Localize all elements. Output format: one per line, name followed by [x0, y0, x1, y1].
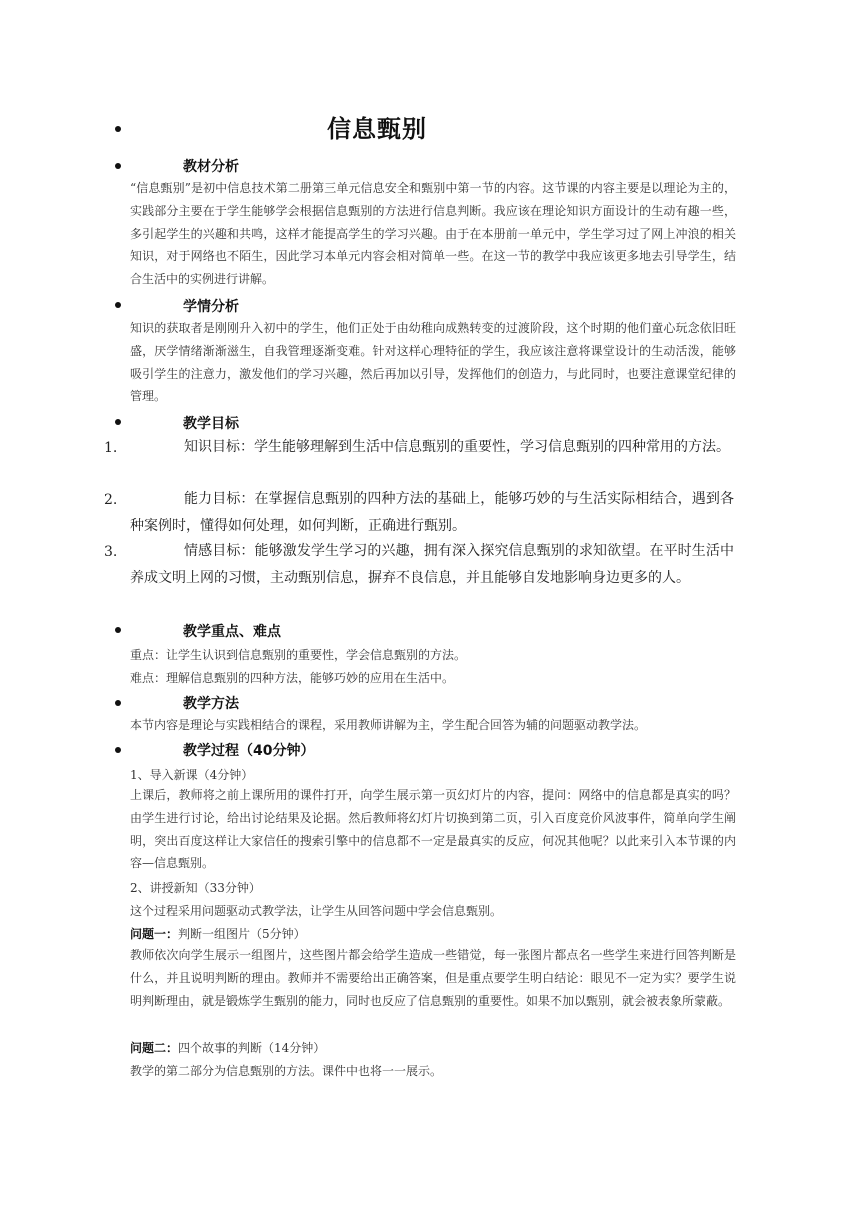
heading-process: 教学过程（40分钟） [183, 743, 315, 759]
goal-number: 2. [104, 492, 118, 508]
students-paragraph: 知识的获取者是刚刚升入初中的学生，他们正处于由幼稚向成熟转变的过渡阶段，这个时期的他们童心玩念依旧旺盛，厌学情绪渐渐滋生，自我管理逐渐变难。针对这样心理特征的学生，我应该注意将课堂设计的生动活泼，能够吸引学生的注意力，激发他们的学习兴趣，然后再加以引导，发挥他们的创造力，与此同时，也要注意课堂纪律的管理。 [130, 321, 736, 404]
goal-item: 能力目标：在掌握信息甄别的四种方法的基础上，能够巧妙的与生活实际相结合，遇到各种案例时，懂得如何处理，如何判断，正确进行甄别。 [130, 491, 734, 534]
bullet-icon [114, 124, 124, 134]
keypoint-line: 重点：让学生认识到信息甄别的重要性，学会信息甄别的方法。 [130, 648, 467, 662]
goal-item: 知识目标：学生能够理解到生活中信息甄别的重要性，学习信息甄别的四种常用的方法。 [184, 439, 730, 455]
bullet-icon [114, 625, 124, 635]
goal-item: 情感目标：能够激发学生学习的兴趣，拥有深入探究信息甄别的求知欲望。在平时生活中养成文明上网的习惯，主动甄别信息，摒弃不良信息，并且能够自发地影响身边更多的人。 [130, 543, 734, 586]
heading-students: 学情分析 [183, 299, 239, 315]
material-paragraph: “信息甄别”是初中信息技术第二册第三单元信息安全和甄别中第一节的内容。这节课的内容主要是以理论为主的，实践部分主要在于学生能够学会根据信息甄别的方法进行信息判断。我应该在理论知识方面设计的生动有趣一些，多引起学生的兴趣和共鸣，这样才能提高学生的学习兴趣。由于在本册前一单元中，学生学习过了网上冲浪的相关知识，对于网络也不陌生，因此学习本单元内容会相对简单一些。在这一节的教学中我应该更多地去引导学生，结合生活中的实例进行讲解。 [130, 181, 736, 287]
step2-line: 这个过程采用问题驱动式教学法，让学生从回答问题中学会信息甄别。 [130, 904, 503, 918]
step2-title: 2、讲授新知（33分钟） [130, 881, 261, 895]
question2-label: 问题二： [130, 1041, 179, 1055]
page-title: 信息甄别 [327, 115, 427, 143]
question2-line: 教学的第二部分为信息甄别的方法。课件中也将一一展示。 [130, 1064, 443, 1078]
question1-text: 判断一组图片（5分钟） [178, 927, 306, 941]
question1-paragraph: 教师依次向学生展示一组图片，这些图片都会给学生造成一些错觉，每一张图片都点名一些学生来进行回答判断是什么，并且说明判断的理由。教师并不需要给出正确答案，但是重点要学生明白结论：眼见不一定为实？要学生说明判断理由，就是锻炼学生甄别的能力，同时也反应了信息甄别的重要性。如果不加以甄别，就会被表象所蒙蔽。 [130, 948, 736, 1008]
goal-number: 1. [104, 440, 118, 456]
question1-title [130, 925, 306, 942]
bullet-icon [114, 417, 124, 427]
question2-text: 四个故事的判断（14分钟） [178, 1041, 326, 1055]
goal-number: 3. [104, 544, 118, 560]
method-line: 本节内容是理论与实践相结合的课程，采用教师讲解为主，学生配合回答为辅的问题驱动教学法。 [130, 718, 647, 732]
heading-method: 教学方法 [183, 696, 239, 712]
step1-paragraph: 上课后，教师将之前上课所用的课件打开，向学生展示第一页幻灯片的内容，提问：网络中的信息都是真实的吗？由学生进行讨论，给出讨论结果及论据。然后教师将幻灯片切换到第二页，引入百度竞价风波事件，简单向学生阐明，突出百度这样让大家信任的搜索引擎中的信息都不一定是最真实的反应，何况其他呢？以此来引入本节课的内容—信息甄别。 [130, 788, 736, 871]
step1-title: 1、导入新课（4分钟） [130, 768, 254, 782]
bullet-icon [114, 698, 124, 708]
heading-material: 教材分析 [183, 159, 239, 175]
heading-keypoints: 教学重点、难点 [183, 624, 281, 640]
question2-title [130, 1039, 325, 1056]
bullet-icon [114, 161, 124, 171]
bullet-icon [114, 745, 124, 755]
difficulty-line: 难点：理解信息甄别的四种方法，能够巧妙的应用在生活中。 [130, 671, 455, 685]
heading-goals: 教学目标 [183, 416, 239, 432]
question1-label: 问题一： [130, 927, 179, 941]
bullet-icon [114, 300, 124, 310]
